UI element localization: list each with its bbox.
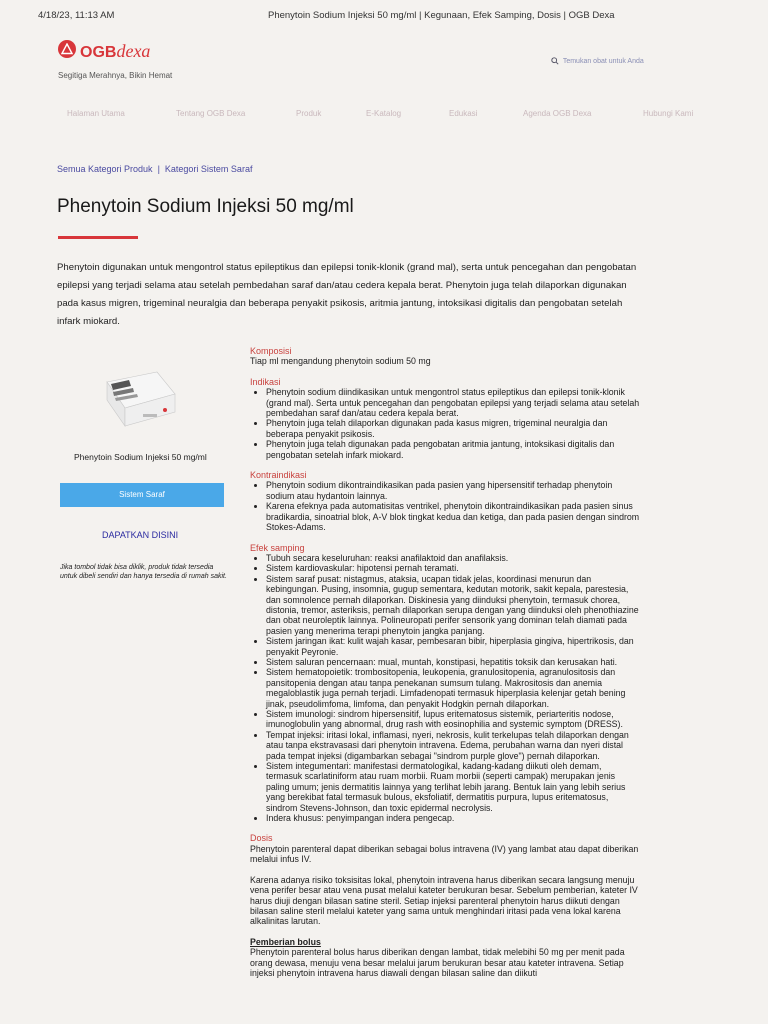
dosage-paragraph: Phenytoin parenteral dapat diberikan sebagai bolus intravena (IV) yang lambat atau dapat diberikan melalui infus IV.: [250, 843, 639, 865]
list-item: • Phenytoin juga telah dilaporkan digunakan pada kasus migren, trigeminal neuralgia dan beberapa penyakit psikosis.: [266, 418, 640, 439]
logo-triangle-icon: [58, 40, 76, 58]
breadcrumb-nervous-system[interactable]: Kategori Sistem Saraf: [164, 164, 253, 174]
heading-bolus: Pemberian bolus: [250, 936, 321, 947]
dosage-paragraph: Karena adanya risiko toksisitas lokal, phenytoin intravena harus diberikan secara langsung menuju vena perifer besar atau vena pusat melalui kateter berukuran besar. Sebelum pemberian, kateter IV harus diuji dengan bilasan satine steril. Setiap injeksi parenteral phenytoin harus diikuti dengan bilasan saline steril melalui kateter yang sama untuk menghindari iritasi pada vena lokal karena alkalinitas larutan.: [250, 874, 638, 927]
breadcrumb-all-categories[interactable]: Semua Kategori Produk: [57, 164, 153, 174]
side-effects-list: [250, 553, 640, 824]
list-item: • Sistem integumentari: manifestasi dermatologikal, kadang-kadang diikuti oleh demam, termasuk scarlatiniform atau ruam morbii. Ruam morbii (seperti campak) merupakan jenis paling umum; jenis dermatitis lainnya yang terlihat lebih jarang. Bentuk lain yang lebih serius yang berekibat fatal termasuk bulous, eksfoliatif, dermatitis purpura, lupus eritematosus, sindrom Stevens-Johnson, dan toxic epidermal necrolysis.: [266, 761, 640, 813]
heading-indications: Indikasi: [250, 376, 281, 387]
breadcrumb-separator: |: [157, 164, 160, 174]
search-icon: [551, 57, 559, 65]
product-intro: Phenytoin digunakan untuk mengontrol status epileptikus dan epilepsi tonik-klonik (grand mal), serta untuk pencegahan dan pengobatan epilepsi yang terjadi selama atau setelah pembedahan saraf dan/atau cedera kepala berat. Phenytoin juga telah dilaporkan digunakan pada kasus migren, trigeminal neuralgia dan beberapa penyakit psikosis, aritmia jantung, intoksikasi digitalis dan pengobatan setelah infark miokard.: [57, 262, 637, 327]
print-datetime: 4/18/23, 11:13 AM: [38, 10, 115, 21]
logo-tagline: Segitiga Merahnya, Bikin Hemat: [58, 71, 173, 80]
indications-list: [250, 387, 640, 460]
dosage-paragraph: Phenytoin parenteral bolus harus diberikan dengan lambat, tidak melebihi 50 mg per menit pada orang dewasa, menuju vena besar melalui jarum berukuran besar atau kateter intravena. Setiap injeksi phenytoin intravena harus diawali dengan bilasan saline dan diikuti: [250, 947, 625, 978]
nav-item-education[interactable]: Edukasi: [449, 109, 478, 118]
list-item: • Phenytoin juga telah digunakan pada pengobatan aritmia jantung, intoksikasi digitalis dan pengobatan setelah infark miokard.: [266, 439, 640, 460]
nav-item-ecatalog[interactable]: E-Katalog: [366, 109, 402, 118]
nav-item-about[interactable]: Tentang OGB Dexa: [176, 109, 246, 118]
contraindications-list: [250, 480, 640, 532]
list-item: • Tempat injeksi: iritasi lokal, inflamasi, nyeri, nekrosis, kulit terkelupas telah dilaporkan dengan atau tanpa ekstravasasi dari phenytoin intravena. Edema, perubahan warna dan nyeri distal pada tempat injeksi (digambarkan sebagai "sindrom purple glove") pernah dilaporkan.: [266, 730, 640, 761]
heading-dosage: Dosis: [250, 833, 273, 844]
title-underline: [58, 236, 138, 239]
list-item: • Karena efeknya pada automatisitas ventrikel, phenytoin dikontraindikasikan pada pasien sinus bradikardia, sinoatrial blok, A-V blok tingkat kedua dan ketiga, dan pada pasien dengan sindrom Stokes-Adams.: [266, 501, 640, 532]
list-item: • Phenytoin sodium dikontraindikasikan pada pasien yang hipersensitif terhadap phenytoin sodium atau hydantoin lainnya.: [266, 480, 640, 501]
list-item: • Sistem saluran pencernaan: mual, muntah, konstipasi, hepatitis toksik dan kerusakan hati.: [266, 657, 640, 667]
nav-item-home[interactable]: Halaman Utama: [67, 109, 125, 118]
heading-side-effects: Efek samping: [250, 542, 305, 553]
nav-item-contact[interactable]: Hubungi Kami: [643, 109, 694, 118]
get-here-link[interactable]: DAPATKAN DISINI: [102, 530, 179, 540]
nav-item-agenda[interactable]: Agenda OGB Dexa: [523, 109, 592, 118]
print-page-title: Phenytoin Sodium Injeksi 50 mg/ml | Kegunaan, Efek Samping, Dosis | OGB Dexa: [268, 10, 615, 21]
logo-dexa: dexa: [116, 41, 151, 61]
list-item: • Sistem kardiovaskular: hipotensi pernah teramati.: [266, 563, 640, 573]
heading-composition: Komposisi: [250, 346, 292, 356]
product-image-label: Phenytoin Sodium Injeksi 50 mg/ml: [74, 452, 207, 462]
composition-text: Tiap ml mengandung phenytoin sodium 50 mg: [250, 356, 431, 367]
list-item: • Tubuh secara keseluruhan: reaksi anafilaktoid dan anafilaksis.: [266, 553, 640, 563]
breadcrumb: [57, 164, 252, 174]
list-item: • Phenytoin sodium diindikasikan untuk mengontrol status epileptikus dan epilepsi tonik-klonik (grand mal). Serta untuk pencegahan dan pengobatan epilepsi yang terjadi selama atau setelah pembedahan saraf dan/atau cedera kepala berat.: [266, 387, 640, 418]
product-image: [99, 364, 181, 436]
main-nav: [0, 109, 768, 121]
category-button[interactable]: Sistem Saraf: [60, 483, 224, 507]
availability-note: Jika tombol tidak bisa diklik, produk tidak tersedia untuk dibeli sendiri dan hanya tersedia di rumah sakit.: [60, 564, 227, 580]
search-placeholder: Temukan obat untuk Anda: [562, 57, 644, 65]
list-item: • Sistem hematopoietik: trombositopenia, leukopenia, granulositopenia, agranulositosis dan pansitopenia dengan atau tanpa penekanan sumsum tulang. Makrositosis dan anemia megaloblastik juga pernah terjadi. Limfadenopati termasuk hiperplasia kelenjar getah bening jinak, pseudolimfoma, limfoma, dan penyakit Hodgkin pernah dilaporkan.: [266, 667, 640, 709]
heading-contraindications: Kontraindikasi: [250, 470, 307, 481]
search-box[interactable]: [551, 57, 644, 65]
page-title: Phenytoin Sodium Injeksi 50 mg/ml: [57, 196, 354, 217]
product-details: [250, 346, 640, 978]
list-item: • Indera khusus: penyimpangan indera pengecap.: [266, 813, 640, 823]
logo-wordmark: [80, 41, 150, 62]
list-item: • Sistem jaringan ikat: kulit wajah kasar, pembesaran bibir, hiperplasia gingiva, hipertrikosis, dan penyakit Peyronie.: [266, 636, 640, 657]
list-item: • Sistem imunologi: sindrom hipersensitif, lupus eritematosus sistemik, periarteritis nodose, imunoglobulin yang abnormal, drug rash with eosinophilia and systemic symptom (DRESS).: [266, 709, 640, 730]
list-item: • Sistem saraf pusat: nistagmus, ataksia, ucapan tidak jelas, koordinasi menurun dan kebingungan. Pusing, insomnia, gugup sementara, kedutan motorik, sakit kepala, parestesia, dan somnolence pernah dilaporkan. Diskinesia yang diinduksi phenytoin, termasuk chorea, distonia, tremor, asteriksis, pernah dilaporkan serupa dengan yang diinduksi oleh phenothiazine dan obat neuroleptik lainnya. Polineuropati perifer sensorik yang dominan telah diamati pada pasien yang menerima terapi phenytoin jangka panjang.: [266, 574, 640, 636]
logo-ogb: OGB: [80, 44, 117, 61]
nav-item-products[interactable]: Produk: [296, 109, 322, 118]
